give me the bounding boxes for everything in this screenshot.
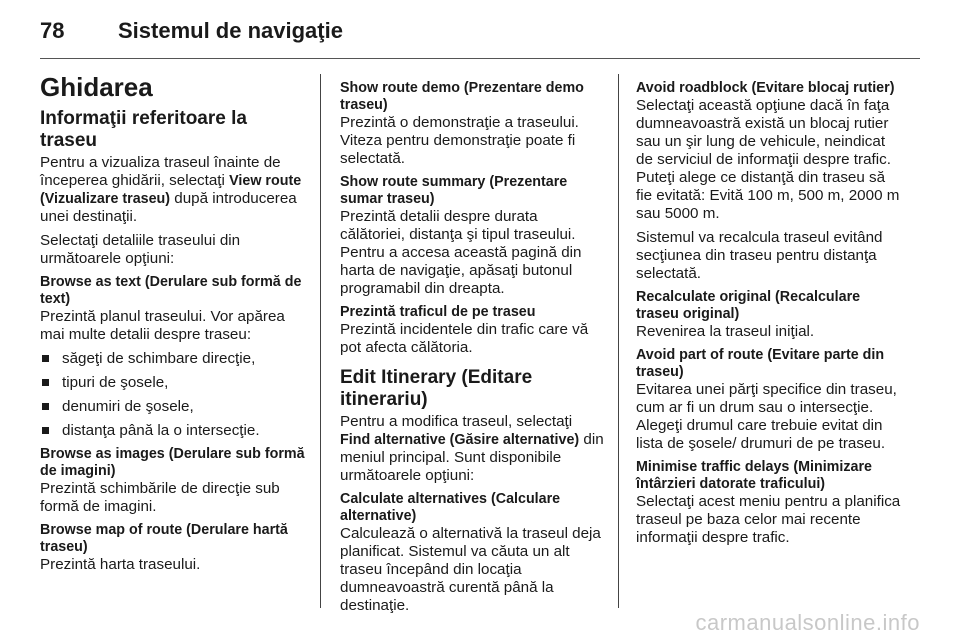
desc-route-traffic: Prezintă incidentele din trafic care vă pot afecta călătoria.	[340, 321, 589, 356]
list-item: distanţa până la o intersecţie.	[40, 422, 306, 440]
term-minimise-traffic-delays: Minimise traffic delays (Minimizare întârzieri datorate traficului)	[636, 459, 872, 492]
chapter-title: Sistemul de navigaţie	[118, 18, 343, 43]
term-browse-text: Browse as text (Derulare sub formă de text)	[40, 274, 302, 307]
desc-route-demo: Prezintă o demonstraţie a traseului. Viteza pentru demonstraţie poate fi selectată.	[340, 114, 579, 167]
recalculate-paragraph: Sistemul va recalcula traseul evitând secţiunea din traseu pentru distanţa selectată.	[636, 229, 883, 282]
details-list	[40, 350, 306, 440]
term-recalculate-original: Recalculate original (Recalculare traseu original)	[636, 289, 861, 322]
desc-avoid-part-of-route: Evitarea unei părţi specifice din traseu, cum ar fi un drum sau o intersecţie. Alegeţi drumul care trebuie evitat din lista de şosele/ drumuri de pe traseu.	[636, 381, 897, 452]
square-bullet-icon	[42, 427, 49, 434]
view-route-term: View route (Vizualizare traseu)	[40, 173, 302, 207]
term-browse-map: Browse map of route (Derulare hartă traseu)	[40, 522, 288, 555]
list-item: tipuri de şosele,	[40, 374, 306, 392]
term-avoid-part-of-route: Avoid part of route (Evitare parte din traseu)	[636, 347, 885, 380]
column-2	[340, 80, 606, 621]
column-divider-1	[320, 74, 321, 608]
section-heading-edit-itinerary: Edit Itinerary (Editare itinerariu)	[340, 367, 533, 410]
list-item: denumiri de şosele,	[40, 398, 306, 416]
section-heading-route-info: Informaţii referitoare la traseu	[40, 108, 247, 151]
term-route-traffic: Prezintă traficul de pe traseu	[340, 304, 536, 320]
edit-intro-paragraph: Pentru a modifica traseul, selectaţi Find alternative (Găsire alternative) din meniul principal. Sunt disponibile următoarele opţiuni:	[340, 413, 604, 484]
term-route-summary: Show route summary (Prezentare sumar traseu)	[340, 174, 568, 207]
watermark: carmanualsonline.info	[695, 610, 920, 635]
square-bullet-icon	[42, 355, 49, 362]
page-header	[40, 18, 920, 54]
desc-browse-images: Prezintă schimbările de direcţie sub formă de imagini.	[40, 480, 280, 515]
term-calculate-alternatives: Calculate alternatives (Calculare alternative)	[340, 491, 561, 524]
desc-calculate-alternatives: Calculează o alternativă la traseul deja planificat. Sistemul va căuta un alt traseu începând din locaţia dumneavoastră curentă până la destinaţie.	[340, 525, 601, 614]
term-avoid-roadblock: Avoid roadblock (Evitare blocaj rutier)	[636, 80, 895, 96]
list-item: săgeţi de schimbare direcţie,	[40, 350, 306, 368]
square-bullet-icon	[42, 403, 49, 410]
desc-browse-text: Prezintă planul traseului. Vor apărea mai multe detalii despre traseu:	[40, 308, 285, 343]
desc-minimise-traffic-delays: Selectaţi acest meniu pentru a planifica traseul pe baza celor mai recente informaţii despre trafic.	[636, 493, 901, 546]
desc-browse-map: Prezintă harta traseului.	[40, 556, 201, 573]
page-number: 78	[40, 18, 65, 43]
intro-paragraph: Pentru a vizualiza traseul înainte de începerea ghidării, selectaţi View route (Vizualizare traseu) după introducerea unei destinaţii.	[40, 154, 302, 225]
column-1	[40, 72, 306, 580]
find-alternative-term: Find alternative (Găsire alternative)	[340, 432, 580, 448]
select-details-paragraph: Selectaţi detaliile traseului din următoarele opţiuni:	[40, 232, 241, 267]
column-divider-2	[618, 74, 619, 608]
desc-recalculate-original: Revenirea la traseul iniţial.	[636, 323, 815, 340]
square-bullet-icon	[42, 379, 49, 386]
term-route-demo: Show route demo (Prezentare demo traseu)	[340, 80, 584, 113]
header-divider	[40, 58, 920, 59]
main-heading: Ghidarea	[40, 72, 153, 102]
desc-avoid-roadblock: Selectaţi această opţiune dacă în faţa dumneavoastră există un blocaj rutier sau un şir lung de vehicule, neindicat de serviciul de informaţii despre trafic. Puteţi alege ce distanţă din traseu să fie evitată: Evită 100 m, 500 m, 2000 m sau 5000 m.	[636, 97, 900, 222]
term-browse-images: Browse as images (Derulare sub formă de imagini)	[40, 446, 305, 479]
desc-route-summary: Prezintă detalii despre durata călătoriei, distanţa şi tipul traseului. Pentru a accesa această pagină din harta de navigaţie, apăsaţi butonul programabil din dreapta.	[340, 208, 582, 297]
column-3	[636, 80, 902, 553]
